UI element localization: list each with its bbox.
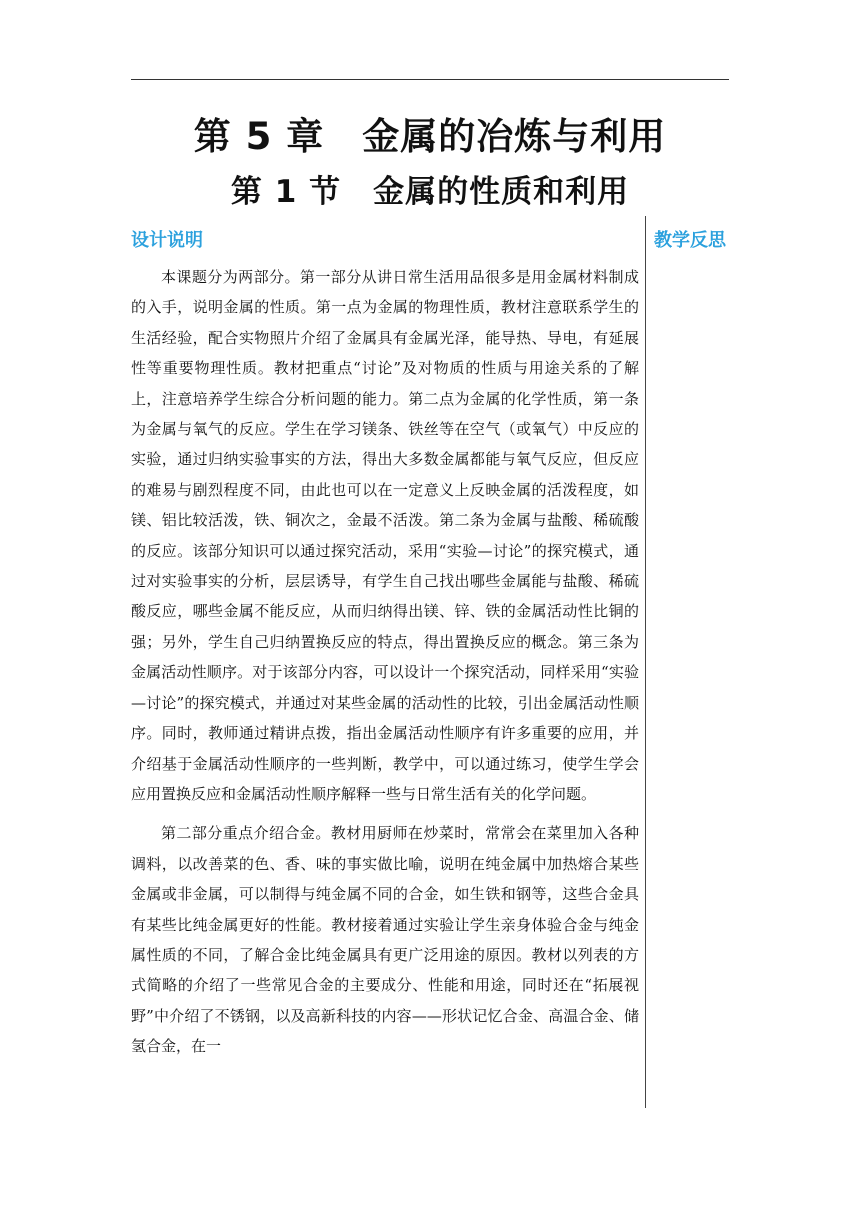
design-notes-heading: 设计说明 — [131, 230, 203, 251]
teaching-reflection-heading: 教学反思 — [654, 230, 726, 251]
top-rule — [131, 79, 729, 80]
paragraph-2: 第二部分重点介绍合金。教材用厨师在炒菜时，常常会在菜里加入各种调料，以改善菜的色、香、味的事实做比喻，说明在纯金属中加热熔合某些金属或非金属，可以制得与纯金属不同的合金，如生铁和钢等，这些合金具有某些比纯金属更好的性能。教材接着通过实验让学生亲身体验合金与纯金属性质的不同，了解合金比纯金属具有更广泛用途的原因。教材以列表的方式简略的介绍了一些常见合金的主要成分、性能和用途，同时还在“拓展视野”中介绍了不锈钢，以及高新科技的内容——形状记忆合金、高温合金、储氢合金，在一 — [131, 824, 639, 1056]
section-title: 第 1 节 金属的性质和利用 — [230, 174, 630, 210]
column-divider — [645, 216, 646, 1108]
chapter-title: 第 5 章 金属的冶炼与利用 — [193, 115, 667, 158]
design-notes-body — [131, 262, 639, 1062]
paragraph-1: 本课题分为两部分。第一部分从讲日常生活用品很多是用金属材料制成的入手，说明金属的性质。第一点为金属的物理性质，教材注意联系学生的生活经验，配合实物照片介绍了金属具有金属光泽，能导热、导电，有延展性等重要物理性质。教材把重点“讨论”及对物质的性质与用途关系的了解上，注意培养学生综合分析问题的能力。第二点为金属的化学性质，第一条为金属与氧气的反应。学生在学习镁条、铁丝等在空气（或氧气）中反应的实验，通过归纳实验事实的方法，得出大多数金属都能与氧气反应，但反应的难易与剧烈程度不同，由此也可以在一定意义上反映金属的活泼程度，如镁、铝比较活泼，铁、铜次之，金最不活泼。第二条为金属与盐酸、稀硫酸的反应。该部分知识可以通过探究活动，采用“实验—讨论”的探究模式，通过对实验事实的分析，层层诱导，有学生自己找出哪些金属能与盐酸、稀硫酸反应，哪些金属不能反应，从而归纳得出镁、锌、铁的金属活动性比铜的强；另外，学生自己归纳置换反应的特点，得出置换反应的概念。第三条为金属活动性顺序。对于该部分内容，可以设计一个探究活动，同样采用“实验—讨论”的探究模式，并通过对某些金属的活动性的比较，引出金属活动性顺序。同时，教师通过精讲点拨，指出金属活动性顺序有许多重要的应用，并介绍基于金属活动性顺序的一些判断，教学中，可以通过练习，使学生学会应用置换反应和金属活动性顺序解释一些与日常生活有关的化学问题。 — [131, 268, 639, 803]
